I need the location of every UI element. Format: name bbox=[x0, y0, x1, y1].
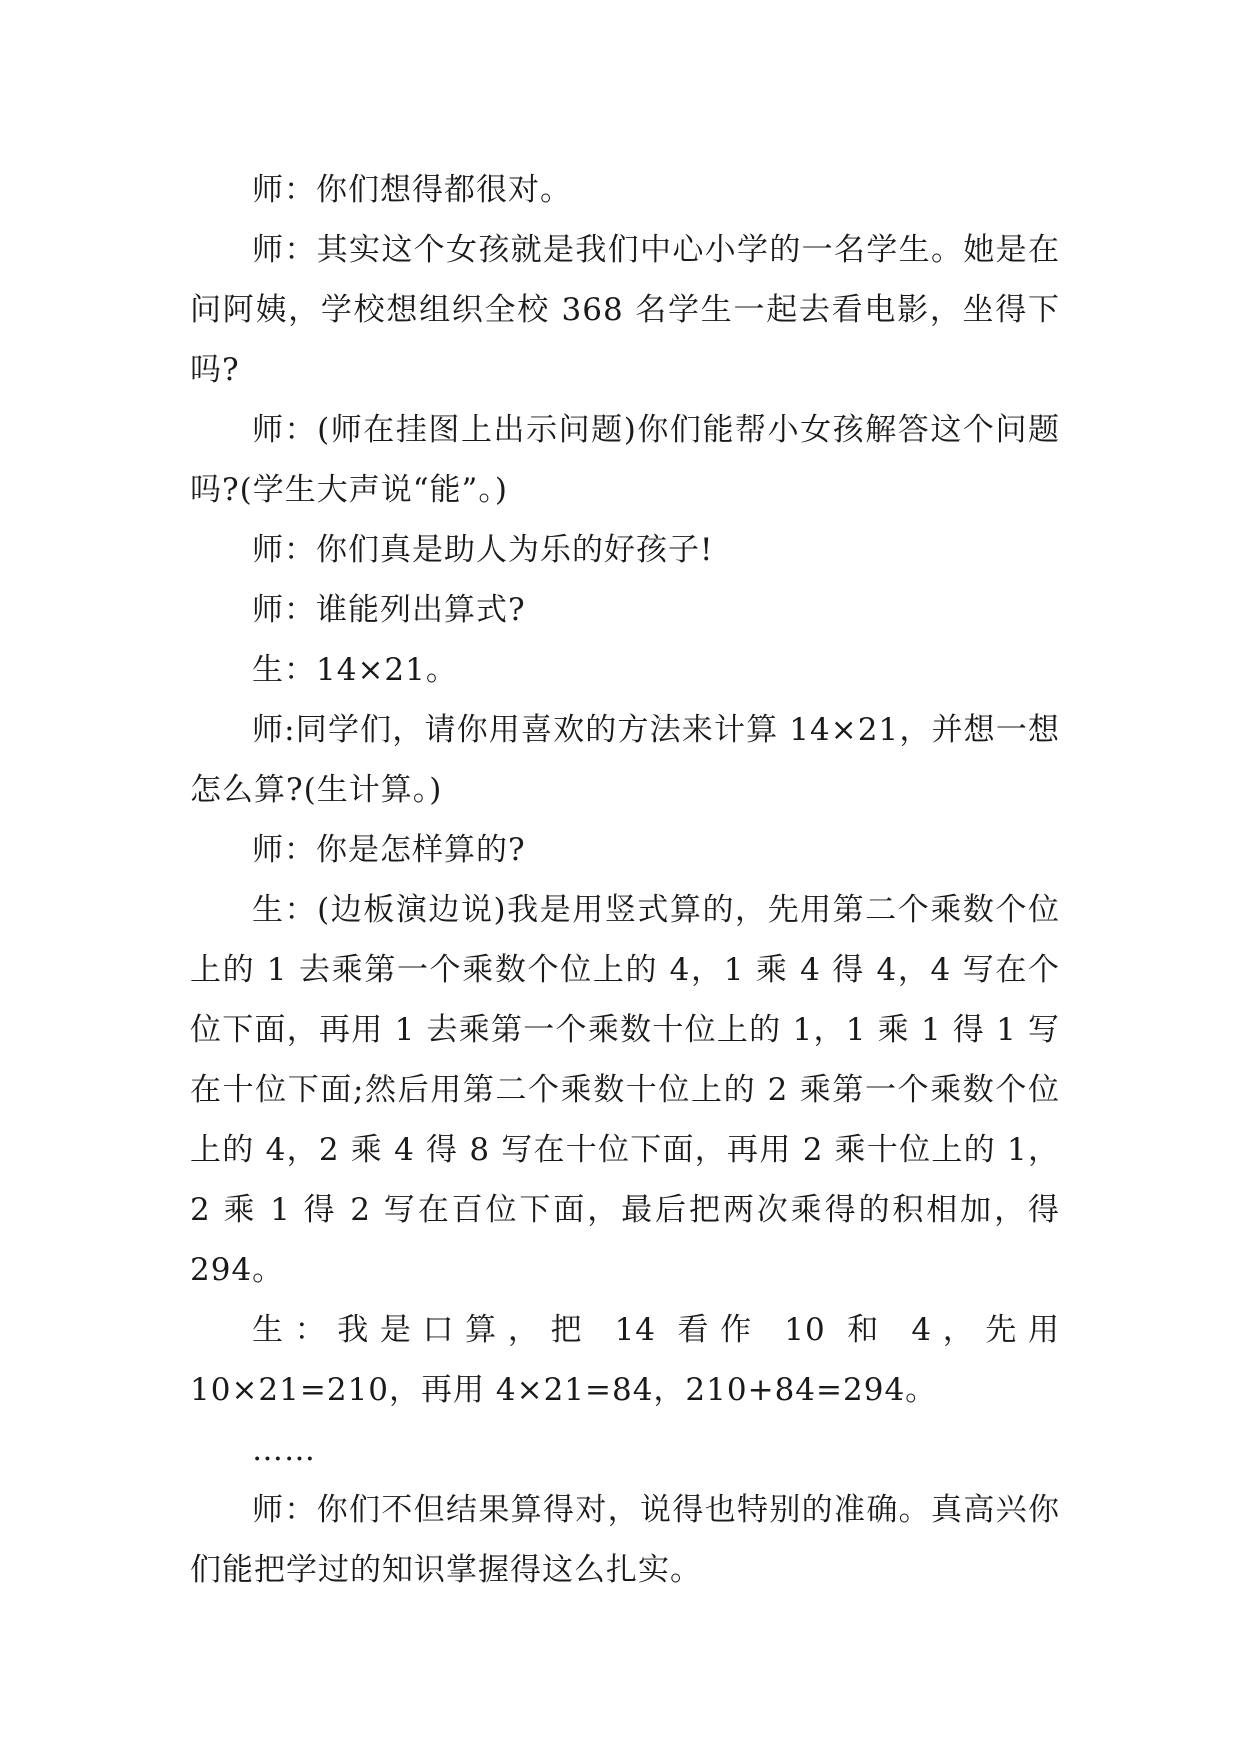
paragraph: 生：14×21。 bbox=[252, 652, 458, 688]
paragraph: 师：谁能列出算式? bbox=[252, 592, 526, 628]
document-page bbox=[190, 160, 1060, 1600]
paragraph: 师：你们真是助人为乐的好孩子! bbox=[252, 532, 714, 568]
paragraph: 师：(师在挂图上出示问题)你们能帮小女孩解答这个问题吗?(学生大声说“能”。) bbox=[190, 412, 1060, 508]
paragraph: 师：你们不但结果算得对，说得也特别的准确。真高兴你们能把学过的知识掌握得这么扎实。 bbox=[190, 1492, 1060, 1588]
paragraph: 生：(边板演边说)我是用竖式算的，先用第二个乘数个位上的 1 去乘第一个乘数个位上的 4，1 乘 4 得 4，4 写在个位下面，再用 1 去乘第一个乘数十位上的 1，1 乘 1 得 1 写在十位下面;然后用第二个乘数十位上的 2 乘第一个乘数个位上的 4，2 乘 4 得 8 写在十位下面，再用 2 乘十位上的 1，2 乘 1 得 2 写在百位下面，最后把两次乘得的积相加，得294。 bbox=[190, 892, 1060, 1288]
ellipsis-paragraph: …… bbox=[252, 1432, 316, 1468]
paragraph: 师：你是怎样算的? bbox=[252, 832, 526, 868]
paragraph: 师：你们想得都很对。 bbox=[252, 172, 572, 208]
paragraph: 生：我是口算，把 14 看作 10 和 4，先用 10×21=210，再用 4×21=84，210+84=294。 bbox=[190, 1312, 1060, 1408]
paragraph: 师：其实这个女孩就是我们中心小学的一名学生。她是在问阿姨，学校想组织全校 368 名学生一起去看电影，坐得下吗? bbox=[190, 232, 1060, 388]
paragraph: 师:同学们，请你用喜欢的方法来计算 14×21，并想一想怎么算?(生计算。) bbox=[190, 712, 1060, 808]
